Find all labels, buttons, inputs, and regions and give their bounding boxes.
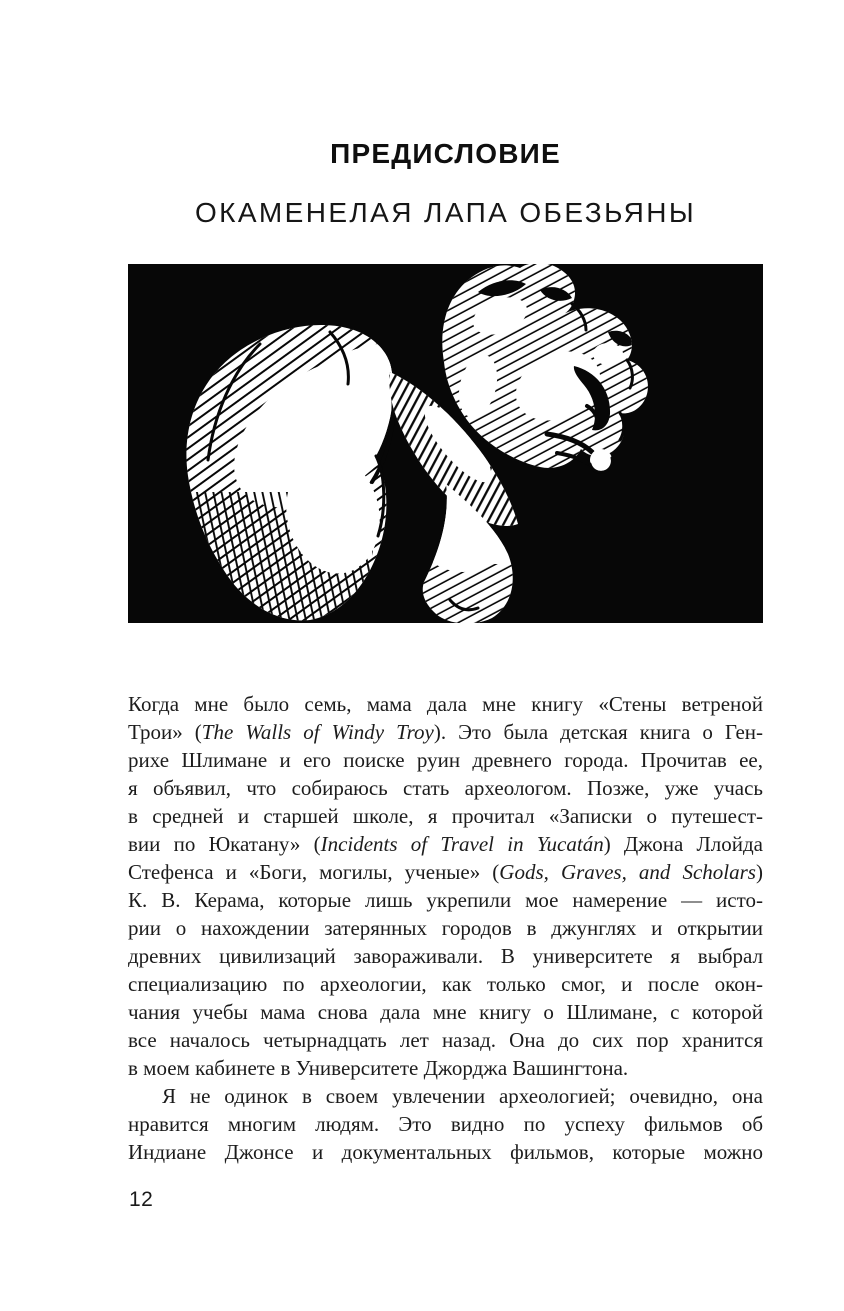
text-line xyxy=(128,886,763,914)
text-segment: в моем кабинете в Университете Джорджа Вашингтона. xyxy=(128,1056,629,1080)
text-segment: я объявил, что собираюсь стать археологом. Позже, уже учась xyxy=(128,776,763,800)
text-segment: ) Джона Ллойда xyxy=(603,832,763,856)
text-segment-italic: The Walls of Windy Troy xyxy=(201,720,434,744)
text-block xyxy=(128,690,763,1166)
text-line xyxy=(128,942,763,970)
text-line xyxy=(128,1026,763,1054)
text-line xyxy=(128,858,763,886)
text-segment: Индиане Джонсе и документальных фильмов, которые можно xyxy=(128,1140,763,1164)
engraving-graphic xyxy=(128,264,763,623)
text-line xyxy=(128,914,763,942)
text-line xyxy=(128,998,763,1026)
text-segment-italic: Gods, Graves, and Scholars xyxy=(499,860,756,884)
text-line xyxy=(128,1054,763,1082)
text-segment: ). Это была детская книга о Ген- xyxy=(433,720,763,744)
chapter-subtitle: ОКАМЕНЕЛАЯ ЛАПА ОБЕЗЬЯНЫ xyxy=(194,197,697,228)
text-segment: Трои» ( xyxy=(128,720,202,744)
text-line xyxy=(128,830,763,858)
text-line xyxy=(128,1110,763,1138)
text-segment: ) xyxy=(755,860,763,884)
text-segment: все началось четырнадцать лет назад. Она до сих пор хранится xyxy=(128,1028,763,1052)
chapter-title: ПРЕДИСЛОВИЕ xyxy=(330,138,561,169)
text-line xyxy=(128,774,763,802)
text-segment: Стефенса и «Боги, могилы, ученые» ( xyxy=(128,860,500,884)
text-segment: рии о нахождении затерянных городов в джунглях и открытии xyxy=(128,916,763,940)
text-line xyxy=(128,1138,763,1166)
text-segment: Я не одинок в своем увлечении археологией; очевидно, она xyxy=(162,1084,763,1108)
text-segment: специализацию по археологии, как только смог, и после окон- xyxy=(128,972,763,996)
text-line xyxy=(128,1082,763,1110)
text-column xyxy=(128,0,763,1166)
text-segment: в средней и старшей школе, я прочитал «Записки о путешест- xyxy=(128,804,763,828)
text-segment: вии по Юкатану» ( xyxy=(128,832,321,856)
text-segment: рихе Шлимане и его поиске руин древнего города. Прочитав ее, xyxy=(128,748,763,772)
text-line xyxy=(128,802,763,830)
page-number: 12 xyxy=(129,1188,154,1211)
text-segment-italic: Incidents of Travel in Yucatán xyxy=(320,832,604,856)
monkey-paw-illustration xyxy=(128,264,763,623)
text-line xyxy=(128,718,763,746)
text-line xyxy=(128,970,763,998)
text-segment: нравится многим людям. Это видно по успеху фильмов об xyxy=(128,1112,763,1136)
text-segment: древних цивилизаций завораживали. В университете я выбрал xyxy=(128,944,763,968)
text-segment: чания учебы мама снова дала мне книгу о Шлимане, с которой xyxy=(128,1000,763,1024)
text-segment: Когда мне было семь, мама дала мне книгу «Стены ветреной xyxy=(128,692,763,716)
text-segment: К. В. Керама, которые лишь укрепили мое намерение — исто- xyxy=(128,888,763,912)
text-line xyxy=(128,690,763,718)
text-line xyxy=(128,746,763,774)
